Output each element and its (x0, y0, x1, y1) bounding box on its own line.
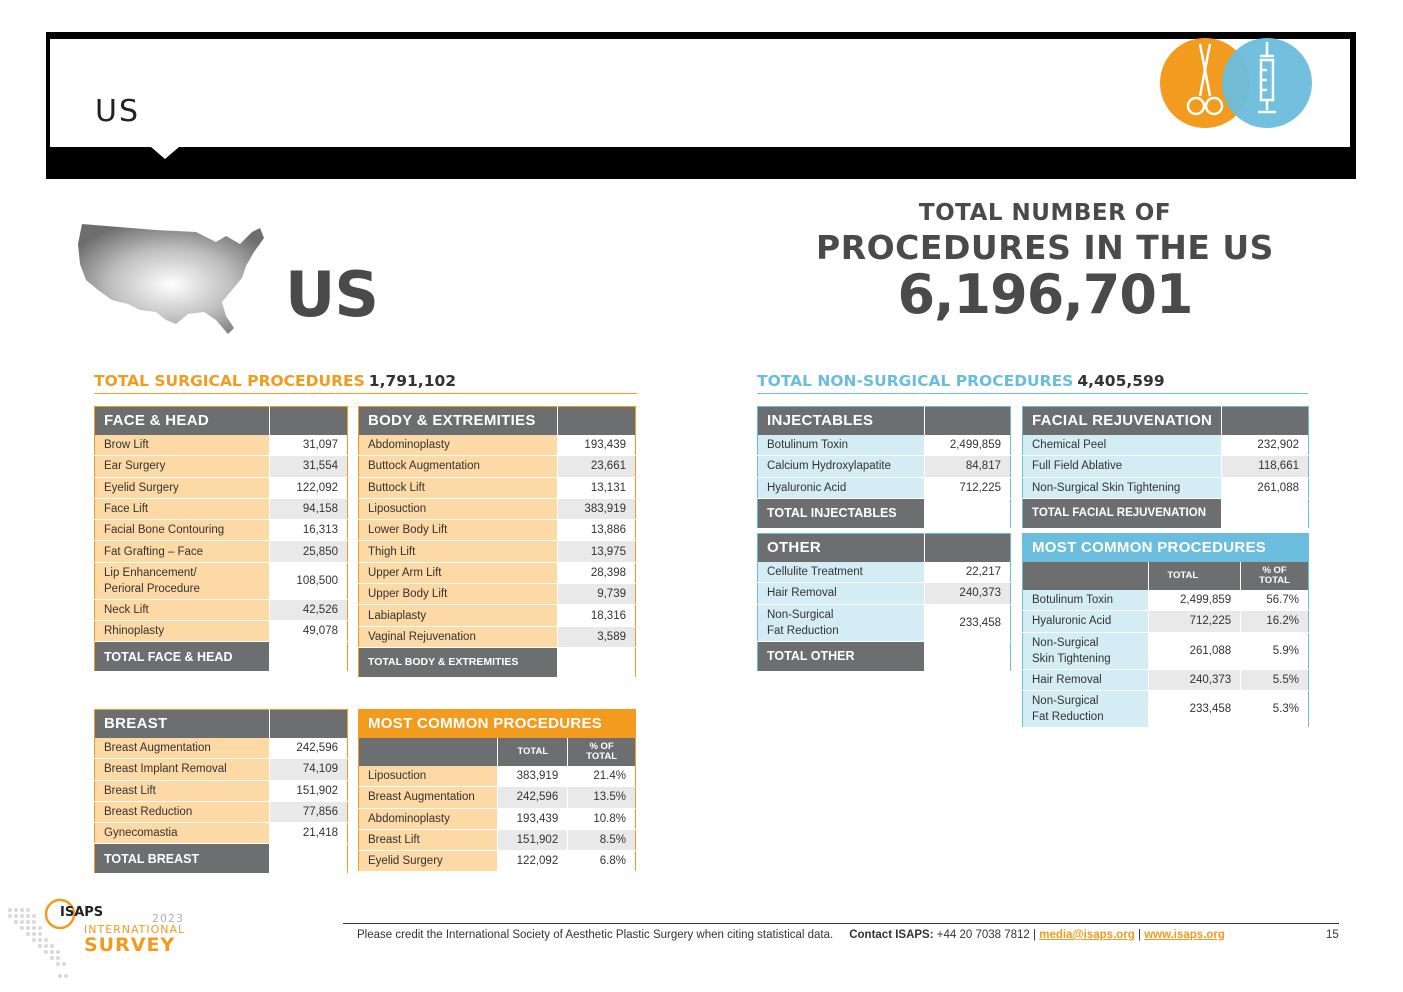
table-row: Labiaplasty 18,316 (359, 605, 636, 626)
facial-rejuvenation-table (1022, 406, 1309, 529)
table-total-row: TOTAL FACE & HEAD 521,167 (95, 642, 348, 672)
table-total-row: TOTAL FACIAL REJUVENATION 612,651 (1023, 498, 1309, 528)
table-row: Liposuction 383,919 21.4% (359, 766, 636, 787)
table-total-row: TOTAL INJECTABLES 3,296,901 (758, 498, 1011, 528)
table-row: Lower Body Lift 13,886 (359, 520, 636, 541)
table-row: Fat Grafting – Face 25,850 (95, 541, 348, 562)
total-line-1: TOTAL NUMBER OF (918, 200, 1172, 226)
email-link[interactable]: media@isaps.org (1039, 929, 1135, 941)
col-pct-header: % OF TOTAL (568, 738, 636, 766)
table-row: Botulinum Toxin 2,499,859 56.7% (1023, 590, 1309, 611)
nonsurgical-total: 4,405,599 (1077, 372, 1165, 390)
table-row: Liposuction 383,919 (359, 498, 636, 519)
table-row: Hyaluronic Acid 712,225 (758, 477, 1011, 498)
table-row: Gynecomastia 21,418 (95, 823, 348, 844)
total-procedures-block (790, 200, 1300, 326)
total-line-2: PROCEDURES IN THE US (816, 228, 1274, 267)
logo-line2: SURVEY (84, 934, 176, 956)
table-row: Face Lift 94,158 (95, 498, 348, 519)
table-row: Breast Lift 151,902 (95, 780, 348, 801)
table-title: INJECTABLES (758, 407, 925, 435)
table-row: Rhinoplasty 49,078 (95, 621, 348, 642)
most-common-surgical-table (358, 709, 636, 872)
table-title: OTHER (758, 534, 925, 562)
table-title: BODY & EXTREMITIES (359, 407, 558, 435)
page-title: US (95, 94, 141, 129)
table-row: Non-Surgical Skin Tightening 261,088 5.9% (1023, 632, 1309, 669)
footer-credit: Please credit the International Society of Aesthetic Plastic Surgery when citing statistical data. Contact ISAPS: +44 20 7038 7812 | media@isaps.org | www.isaps.org (357, 929, 1225, 941)
total-value: 6,196,701 (897, 263, 1193, 326)
table-row: Non-Surgical Skin Tightening 261,088 (1023, 477, 1309, 498)
table-row: Non-Surgical Fat Reduction 233,458 (758, 604, 1011, 641)
surgical-total: 1,791,102 (368, 372, 457, 390)
table-row: Buttock Lift 13,131 (359, 477, 636, 498)
body-extremities-table (358, 406, 636, 678)
table-row: Lip Enhancement/ Perioral Procedure 108,500 (95, 562, 348, 599)
nonsurgical-heading (757, 372, 1308, 394)
table-row: Non-Surgical Fat Reduction 233,458 5.3% (1023, 690, 1309, 727)
syringe-icon (1222, 38, 1312, 128)
table-row: Hair Removal 240,373 5.5% (1023, 669, 1309, 690)
table-row: Calcium Hydroxylapatite 84,817 (758, 456, 1011, 477)
table-row: Abdominoplasty 193,439 10.8% (359, 808, 636, 829)
table-row: Eyelid Surgery 122,092 (95, 477, 348, 498)
table-row: Cellulite Treatment 22,217 (758, 562, 1011, 583)
breast-table (94, 709, 348, 874)
website-link[interactable]: www.isaps.org (1144, 929, 1225, 941)
table-row: Chemical Peel 232,902 (1023, 435, 1309, 456)
country-name: US (285, 258, 378, 331)
table-row: Abdominoplasty 193,439 (359, 435, 636, 456)
table-title: FACIAL REJUVENATION (1023, 407, 1222, 435)
other-table (757, 533, 1011, 672)
injectables-table (757, 406, 1011, 529)
table-row: Upper Body Lift 9,739 (359, 584, 636, 605)
table-row: Upper Arm Lift 28,398 (359, 562, 636, 583)
table-row: Breast Reduction 77,856 (95, 801, 348, 822)
table-row: Neck Lift 42,526 (95, 599, 348, 620)
table-row: Buttock Augmentation 23,661 (359, 456, 636, 477)
table-row: Botulinum Toxin 2,499,859 (758, 435, 1011, 456)
header-notch (151, 147, 179, 159)
table-row: Breast Implant Removal 74,109 (95, 759, 348, 780)
logo-line1: INTERNATIONAL (84, 923, 186, 936)
most-common-nonsurgical-table (1022, 533, 1309, 728)
table-row: Hair Removal 240,373 (758, 583, 1011, 604)
table-total-row: TOTAL OTHER 496,047 (758, 641, 1011, 671)
table-row: Ear Surgery 31,554 (95, 456, 348, 477)
nonsurgical-heading-label: TOTAL NON-SURGICAL PROCEDURES (757, 372, 1074, 390)
table-row: Brow Lift 31,097 (95, 435, 348, 456)
logo-org: ISAPS (60, 905, 104, 920)
table-row: Breast Augmentation 242,596 (95, 738, 348, 759)
table-title: BREAST (95, 710, 270, 738)
table-row: Eyelid Surgery 122,092 6.8% (359, 851, 636, 872)
face-head-table (94, 406, 348, 672)
surgical-heading (94, 372, 637, 394)
table-title: MOST COMMON PROCEDURES (1023, 534, 1309, 562)
table-total-row: TOTAL BREAST 567,881 (95, 844, 348, 874)
logo-year: 2023 (152, 912, 184, 925)
col-total-header: TOTAL (498, 738, 568, 766)
header-panel (50, 39, 1350, 147)
table-row: Hyaluronic Acid 712,225 16.2% (1023, 611, 1309, 632)
footer-divider (343, 923, 1339, 924)
table-row: Thigh Lift 13,975 (359, 541, 636, 562)
page-number: 15 (1326, 929, 1339, 941)
table-title: MOST COMMON PROCEDURES (359, 710, 636, 738)
table-row: Vaginal Rejuvenation 3,589 (359, 626, 636, 647)
surgical-heading-label: TOTAL SURGICAL PROCEDURES (94, 372, 365, 390)
table-row: Full Field Ablative 118,661 (1023, 456, 1309, 477)
table-total-row: TOTAL BODY & EXTREMITIES 702,054 (359, 647, 636, 677)
col-pct-header: % OF TOTAL (1241, 562, 1309, 590)
table-row: Breast Lift 151,902 8.5% (359, 829, 636, 850)
us-map-icon (76, 220, 268, 340)
table-title: FACE & HEAD (95, 407, 270, 435)
col-total-header: TOTAL (1149, 562, 1241, 590)
table-row: Facial Bone Contouring 16,313 (95, 520, 348, 541)
table-row: Breast Augmentation 242,596 13.5% (359, 787, 636, 808)
